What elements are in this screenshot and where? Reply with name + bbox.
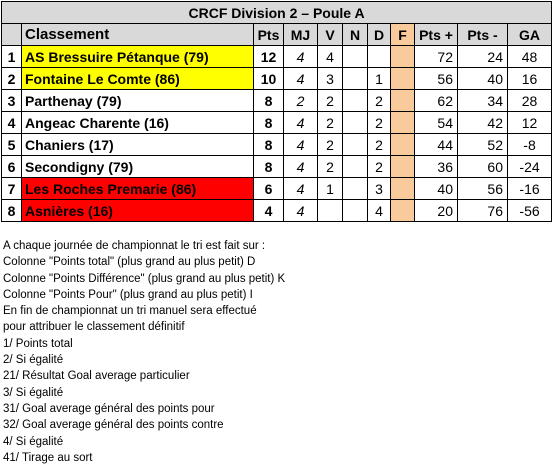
header-rank — [2, 24, 22, 46]
cell-pts-minus: 52 — [458, 134, 508, 156]
cell-n — [343, 90, 368, 112]
header-d: D — [368, 24, 391, 46]
note-line: 1/ Points total — [3, 337, 73, 350]
cell-rank: 6 — [2, 156, 22, 178]
cell-pts: 6 — [254, 178, 284, 200]
cell-pts-plus: 56 — [415, 68, 458, 90]
cell-pts: 4 — [254, 200, 284, 222]
cell-team: AS Bressuire Pétanque (79) — [22, 46, 254, 68]
note-line: 3/ Si égalité — [3, 386, 64, 399]
cell-rank: 3 — [2, 90, 22, 112]
cell-f — [391, 112, 415, 134]
cell-pts-minus: 42 — [458, 112, 508, 134]
cell-d: 2 — [368, 112, 391, 134]
note-line: 4/ Si égalité — [3, 435, 64, 448]
cell-pts: 8 — [254, 156, 284, 178]
cell-d: 4 — [368, 200, 391, 222]
cell-pts-minus: 60 — [458, 156, 508, 178]
table-row — [2, 112, 552, 134]
table-row — [2, 200, 552, 222]
cell-v — [318, 200, 343, 222]
header-ga: GA — [508, 24, 552, 46]
cell-ga: -24 — [508, 156, 552, 178]
note-line: Colonne "Points Différence" (plus grand au plus petit) K — [3, 272, 286, 285]
note-line: 2/ Si égalité — [3, 354, 64, 367]
cell-rank: 5 — [2, 134, 22, 156]
cell-mj: 4 — [284, 134, 318, 156]
header-f: F — [391, 24, 415, 46]
header-pts-plus: Pts + — [415, 24, 458, 46]
header-mj: MJ — [284, 24, 318, 46]
cell-v: 2 — [318, 134, 343, 156]
cell-d: 2 — [368, 90, 391, 112]
standings-table — [1, 1, 552, 222]
header-v: V — [318, 24, 343, 46]
cell-pts-plus: 20 — [415, 200, 458, 222]
cell-pts: 12 — [254, 46, 284, 68]
cell-team: Parthenay (79) — [22, 90, 254, 112]
cell-pts-minus: 40 — [458, 68, 508, 90]
cell-f — [391, 46, 415, 68]
cell-d: 3 — [368, 178, 391, 200]
table-header-row — [2, 24, 552, 46]
cell-pts-plus: 44 — [415, 134, 458, 156]
cell-pts-minus: 76 — [458, 200, 508, 222]
note-line: Colonne "Points total" (plus grand au plus petit) D — [3, 256, 256, 269]
table-row — [2, 156, 552, 178]
cell-pts-plus: 36 — [415, 156, 458, 178]
cell-d: 2 — [368, 156, 391, 178]
cell-pts-minus: 34 — [458, 90, 508, 112]
note-line: 32/ Goal average général des points contre — [3, 419, 224, 432]
cell-ga: 28 — [508, 90, 552, 112]
cell-f — [391, 68, 415, 90]
cell-f — [391, 178, 415, 200]
cell-team: Asnières (16) — [22, 200, 254, 222]
header-n: N — [343, 24, 368, 46]
note-line: En fin de championnat un tri manuel sera effectué — [3, 305, 257, 318]
cell-mj: 4 — [284, 178, 318, 200]
note-line: Colonne "Points Pour" (plus grand au plus petit) I — [3, 288, 253, 301]
table-row — [2, 90, 552, 112]
cell-v: 1 — [318, 178, 343, 200]
cell-pts-minus: 56 — [458, 178, 508, 200]
cell-f — [391, 90, 415, 112]
cell-ga: -8 — [508, 134, 552, 156]
cell-mj: 4 — [284, 46, 318, 68]
cell-rank: 7 — [2, 178, 22, 200]
cell-mj: 4 — [284, 156, 318, 178]
cell-mj: 4 — [284, 112, 318, 134]
note-line: 41/ Tirage au sort — [3, 451, 93, 464]
table-row — [2, 134, 552, 156]
cell-mj: 2 — [284, 90, 318, 112]
note-line: 21/ Résultat Goal average particulier — [3, 370, 190, 383]
cell-n — [343, 178, 368, 200]
cell-n — [343, 46, 368, 68]
cell-ga: -56 — [508, 200, 552, 222]
table-row — [2, 46, 552, 68]
cell-pts: 10 — [254, 68, 284, 90]
cell-v: 3 — [318, 68, 343, 90]
header-pts: Pts — [254, 24, 284, 46]
cell-f — [391, 134, 415, 156]
cell-n — [343, 200, 368, 222]
cell-team: Secondigny (79) — [22, 156, 254, 178]
cell-pts-plus: 40 — [415, 178, 458, 200]
cell-team: Fontaine Le Comte (86) — [22, 68, 254, 90]
table-title: CRCF Division 2 – Poule A — [2, 2, 552, 24]
cell-team: Les Roches Premarie (86) — [22, 178, 254, 200]
header-pts-minus: Pts - — [458, 24, 508, 46]
cell-n — [343, 112, 368, 134]
cell-ga: 16 — [508, 68, 552, 90]
note-line: pour attribuer le classement définitif — [3, 321, 185, 334]
cell-pts-plus: 62 — [415, 90, 458, 112]
cell-rank: 8 — [2, 200, 22, 222]
note-line: A chaque journée de championnat le tri est fait sur : — [3, 240, 266, 252]
cell-team: Angeac Charente (16) — [22, 112, 254, 134]
table-row — [2, 68, 552, 90]
cell-v: 2 — [318, 90, 343, 112]
ranking-rules-notes — [3, 238, 285, 466]
cell-d: 2 — [368, 134, 391, 156]
cell-d — [368, 46, 391, 68]
table-row — [2, 178, 552, 200]
cell-pts: 8 — [254, 134, 284, 156]
cell-pts: 8 — [254, 90, 284, 112]
cell-rank: 4 — [2, 112, 22, 134]
cell-n — [343, 68, 368, 90]
table-title-row — [2, 2, 552, 24]
cell-n — [343, 156, 368, 178]
cell-mj: 4 — [284, 68, 318, 90]
cell-pts: 8 — [254, 112, 284, 134]
cell-pts-minus: 24 — [458, 46, 508, 68]
cell-n — [343, 134, 368, 156]
header-classement: Classement — [22, 24, 254, 46]
note-line: 31/ Goal average général des points pour — [3, 402, 215, 415]
cell-v: 4 — [318, 46, 343, 68]
cell-f — [391, 156, 415, 178]
cell-v: 2 — [318, 156, 343, 178]
cell-team: Chaniers (17) — [22, 134, 254, 156]
cell-f — [391, 200, 415, 222]
cell-rank: 2 — [2, 68, 22, 90]
cell-ga: 48 — [508, 46, 552, 68]
cell-ga: 12 — [508, 112, 552, 134]
cell-d: 1 — [368, 68, 391, 90]
cell-v: 2 — [318, 112, 343, 134]
cell-mj: 4 — [284, 200, 318, 222]
cell-pts-plus: 72 — [415, 46, 458, 68]
cell-pts-plus: 54 — [415, 112, 458, 134]
cell-rank: 1 — [2, 46, 22, 68]
cell-ga: -16 — [508, 178, 552, 200]
